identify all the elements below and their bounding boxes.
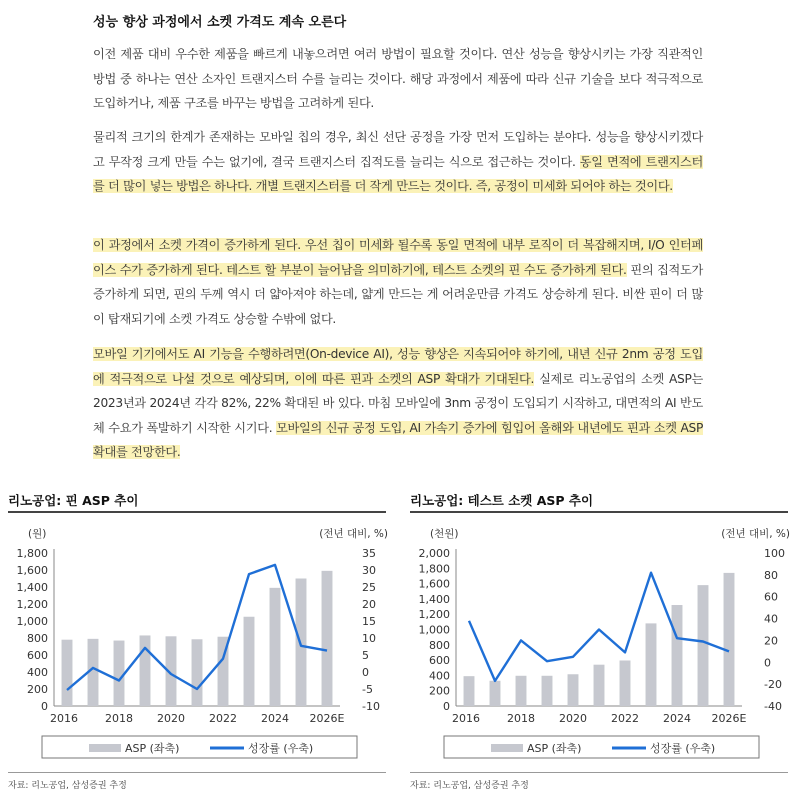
right-axis-tick-label: 35 xyxy=(362,547,376,560)
asp-bar xyxy=(516,676,527,706)
right-axis-tick-label: -40 xyxy=(764,700,782,713)
right-axis-unit: (전년 대비, %) xyxy=(721,528,790,540)
left-axis-tick-label: 1,400 xyxy=(418,592,450,606)
x-axis-tick-label: 2024 xyxy=(261,712,289,725)
left-axis-tick-label: 600 xyxy=(429,654,450,668)
asp-bar xyxy=(270,588,281,706)
pin-asp-chart-svg xyxy=(4,516,389,774)
right-axis-tick-label: 20 xyxy=(362,598,376,611)
legend-bar-label: ASP (좌축) xyxy=(125,742,180,755)
x-axis-tick-label: 2020 xyxy=(559,712,587,725)
paragraph-4 xyxy=(93,342,703,465)
left-axis-tick-label: 800 xyxy=(27,632,48,645)
left-axis-tick-label: 200 xyxy=(429,684,450,698)
highlighted-text: 모바일 기기에서도 AI 기능을 수행하려면(On-device AI), 성능 향상은 지속되어야 하기에, 내년 신규 2nm 공정 도입에 적극적으로 나설 것으로 예상되며, 이에 따른 핀과 소켓의 ASP 확대가 기대된다. xyxy=(93,347,703,386)
right-source-rule xyxy=(410,772,788,773)
x-axis-tick-label: 2026E xyxy=(711,712,747,725)
asp-bar xyxy=(192,639,203,706)
asp-bar xyxy=(542,676,553,706)
pin-asp-chart xyxy=(4,516,389,774)
left-axis-tick-label: 2,000 xyxy=(418,547,450,560)
asp-bar xyxy=(322,571,333,706)
left-axis-tick-label: 1,400 xyxy=(16,581,48,594)
right-axis-tick-label: 5 xyxy=(362,649,369,662)
left-axis-tick-label: 1,600 xyxy=(16,564,48,577)
legend-line-label: 성장률 (우축) xyxy=(248,742,314,755)
right-axis-tick-label: 20 xyxy=(764,634,778,648)
asp-bar xyxy=(698,585,709,706)
asp-bar xyxy=(672,605,683,706)
socket-asp-chart-svg xyxy=(406,516,791,774)
asp-bar xyxy=(244,617,255,706)
left-axis-tick-label: 600 xyxy=(27,649,48,662)
right-axis-tick-label: 25 xyxy=(362,581,376,594)
asp-bar xyxy=(62,640,73,706)
right-axis-tick-label: 0 xyxy=(362,666,369,679)
left-axis-tick-label: 1,800 xyxy=(418,562,450,576)
left-axis-tick-label: 0 xyxy=(443,700,450,713)
right-axis-tick-label: 80 xyxy=(764,568,778,582)
asp-bar xyxy=(490,681,501,706)
left-axis-unit: (천원) xyxy=(430,528,459,540)
legend-bar-swatch xyxy=(491,744,523,752)
asp-bar xyxy=(140,635,151,706)
highlighted-text: 이 과정에서 소켓 가격이 증가하게 된다. 우선 칩이 미세화 될수록 동일 면적에 내부 로직이 더 복잡해지며, I/O 인터페이스 수가 증가하게 된다. 테스트 할 부분이 늘어남을 의미하기에, 테스트 소켓의 핀 수도 증가하게 된다. xyxy=(93,238,703,277)
left-axis-tick-label: 1,000 xyxy=(16,615,48,628)
left-axis-tick-label: 1,800 xyxy=(16,547,48,560)
left-chart-title: 리노공업: 핀 ASP 추이 xyxy=(8,493,139,508)
left-axis-tick-label: 1,200 xyxy=(418,608,450,622)
body-text: 핀의 집적도가 증가하게 되면, 핀의 두께 역시 더 얇아져야 하는데, 얇게 만드는 게 어려운만큼 가격도 상승하게 된다. 비싼 핀이 더 많이 탑재되기에 소켓 가격도 상승할 수밖에 없다. xyxy=(93,262,703,326)
asp-bar xyxy=(620,660,631,706)
left-axis-tick-label: 400 xyxy=(429,669,450,683)
growth-rate-line xyxy=(469,573,729,681)
asp-bar xyxy=(464,676,475,706)
paragraph-3 xyxy=(93,233,703,331)
right-axis-tick-label: 40 xyxy=(764,612,778,626)
asp-bar xyxy=(646,623,657,706)
x-axis-tick-label: 2018 xyxy=(105,712,133,725)
right-chart-source: 자료: 리노공업, 삼성증권 추정 xyxy=(410,781,529,791)
right-axis-tick-label: 60 xyxy=(764,590,778,604)
right-axis-unit: (전년 대비, %) xyxy=(319,528,388,540)
asp-bar xyxy=(114,641,125,706)
right-axis-tick-label: -5 xyxy=(362,683,373,696)
right-axis-tick-label: 0 xyxy=(764,656,771,670)
socket-asp-chart xyxy=(406,516,791,774)
left-chart-rule xyxy=(8,511,386,513)
section-heading: 성능 향상 과정에서 소켓 가격도 계속 오른다 xyxy=(93,15,347,30)
x-axis-tick-label: 2022 xyxy=(611,712,639,725)
left-axis-tick-label: 200 xyxy=(27,683,48,696)
asp-bar xyxy=(568,674,579,706)
right-axis-tick-label: -10 xyxy=(362,700,380,713)
left-axis-tick-label: 400 xyxy=(27,666,48,679)
x-axis-tick-label: 2024 xyxy=(663,712,691,725)
right-axis-tick-label: 30 xyxy=(362,564,376,577)
left-axis-tick-label: 1,600 xyxy=(418,577,450,591)
x-axis-tick-label: 2016 xyxy=(50,712,78,725)
asp-bar xyxy=(724,573,735,706)
left-axis-unit: (원) xyxy=(28,528,47,540)
x-axis-tick-label: 2016 xyxy=(452,712,480,725)
highlighted-text: 모바일의 신규 공정 도입, AI 가속기 증가에 힘입어 올해와 내년에도 핀과 소켓 ASP 확대를 전망한다. xyxy=(93,420,703,459)
x-axis-tick-label: 2022 xyxy=(209,712,237,725)
right-axis-tick-label: 100 xyxy=(764,547,785,560)
left-axis-tick-label: 1,000 xyxy=(418,623,450,637)
right-chart-rule xyxy=(410,511,788,513)
right-chart-title: 리노공업: 테스트 소켓 ASP 추이 xyxy=(410,493,594,508)
right-axis-tick-label: -20 xyxy=(764,678,782,692)
paragraph-1 xyxy=(93,42,703,116)
body-text: 실제로 리노공업의 소켓 ASP는 2023년과 2024년 각각 82%, 22% 확대된 바 있다. 마침 모바일에 3nm 공정이 도입되기 시작하고, 대면적의 AI 반도체 수요가 폭발하기 시작한 시기다. xyxy=(93,371,703,435)
right-axis-tick-label: 15 xyxy=(362,615,376,628)
legend-bar-label: ASP (좌축) xyxy=(527,742,582,755)
right-axis-tick-label: 10 xyxy=(362,632,376,645)
asp-bar xyxy=(594,665,605,706)
left-chart-source: 자료: 리노공업, 삼성증권 추정 xyxy=(8,781,127,791)
left-source-rule xyxy=(8,772,386,773)
legend-line-label: 성장률 (우축) xyxy=(650,742,716,755)
x-axis-tick-label: 2020 xyxy=(157,712,185,725)
paragraph-2 xyxy=(93,125,703,199)
left-axis-tick-label: 800 xyxy=(429,638,450,652)
highlighted-text: 동일 면적에 트랜지스터를 더 많이 넣는 방법은 하나다. 개별 트랜지스터를 더 작게 만드는 것이다. 즉, 공정이 미세화 되어야 하는 것이다. xyxy=(93,154,703,193)
left-axis-tick-label: 0 xyxy=(41,700,48,713)
body-text: 이전 제품 대비 우수한 제품을 빠르게 내놓으려면 여러 방법이 필요할 것이다. 연산 성능을 향상시키는 가장 직관적인 방법 중 하나는 연산 소자인 트랜지스터 수를 늘리는 것이다. 해당 과정에서 제품에 따라 신규 기술을 보다 적극적으로 도입하거나, 제품 구조를 바꾸는 방법을 고려하게 된다. xyxy=(93,47,703,110)
left-axis-tick-label: 1,200 xyxy=(16,598,48,611)
legend-bar-swatch xyxy=(89,744,121,752)
x-axis-tick-label: 2018 xyxy=(507,712,535,725)
x-axis-tick-label: 2026E xyxy=(309,712,345,725)
body-text: 물리적 크기의 한계가 존재하는 모바일 칩의 경우, 최신 선단 공정을 가장 먼저 도입하는 분야다. 성능을 향상시키겠다고 무작정 크게 만들 수는 없기에, 결국 트랜지스터 집적도를 늘리는 식으로 접근하는 것이다. xyxy=(93,130,703,169)
